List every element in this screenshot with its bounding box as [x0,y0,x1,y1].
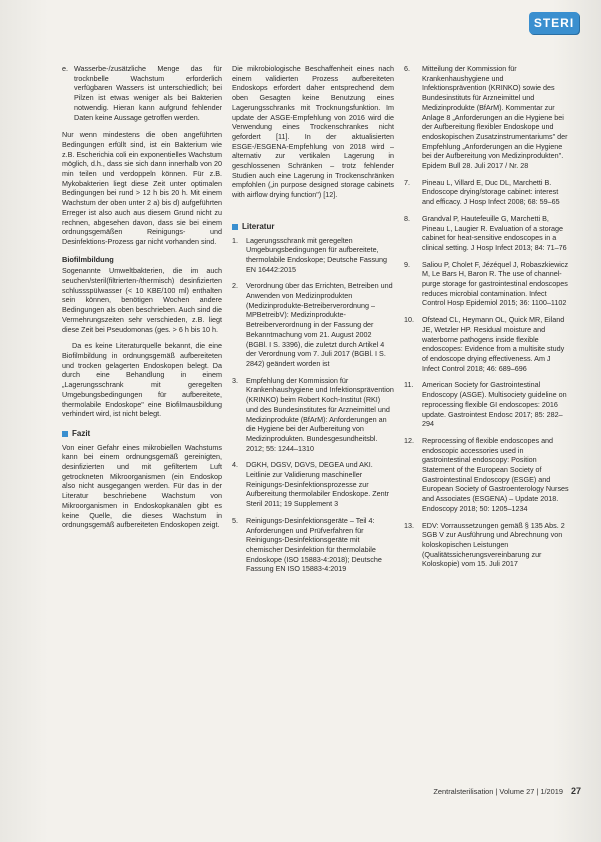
reference-number: 12. [404,435,414,445]
page-number: 27 [570,786,581,796]
reference-text: Mitteilung der Kommission für Krankenhaushygiene und Infektionsprävention (KRINKO) sowie des Bundesinstituts für Arzneimittel und Medizinprodukte (BfArM). Kommentar zur Anlage 8 „Anforderungen an die Hygiene bei der Aufbereitung flexibler Endoskope und endoskopischen Zusatzinstrumentariums" der Empfehlung „Anforderungen an die Hygiene bei der Aufbereitung von Medizinprodukten". Epidem Bull 28. Juli 2017 / Nr. 28 [422,64,568,171]
reference-number: 5. [232,515,238,525]
reference-text: Verordnung über das Errichten, Betreiben und Anwenden von Medizinprodukten (Medizinprodukte-Betreiberverordnung – MPBetreibV): Medizinprodukte-Betreiberverordnung in der Fassung der Bekanntmachung vom 21. August 2002 (BGBl. I S. 3396), die zuletzt durch Artikel 4 der Verordnung vom 7. Juli 2017 (BGBl. I S. 2842) geändert worden ist [246,281,393,368]
reference-text: Grandval P, Hautefeuille G, Marchetti B, Pineau L, Laugier R. Evaluation of a storage cabinet for heat-sensitive endoscopes in a clinical setting. J Hosp Infect 2013; 84: 71–76 [422,213,567,252]
reference-number: 6. [404,64,410,73]
enum-mark: e. [62,64,68,73]
journal-logo [529,12,579,34]
reference-number: 2. [232,281,238,291]
reference-number: 1. [232,235,238,245]
reference-item [404,315,569,373]
reference-item [232,460,394,509]
section-square-icon [62,431,68,437]
reference-item [404,436,569,514]
enum-item-e [62,64,222,122]
section-square-icon [232,224,238,230]
paragraph: Sogenannte Umweltbakterien, die im auch seuchen/steril(filtrierten-/thermisch) desinfizierten schlussspülwasser (< 10 KBE/100 ml) enthalten sein können, benötigen Wochen andere Bedingungen als oben beschrieben. Auch sind die Vermehrungszeiten sehr verschieden, z.B. liegt diese Zeit bei Pseudomonas (ges. > 6 h bis 10 h. [62,266,222,334]
reference-text: American Society for Gastrointestinal Endoscopy (ASGE). Multisociety guideline on reprocessing flexible GI endoscopes: 2016 update. Gastrointest Endosc 2017; 85: 282–294 [422,380,567,429]
reference-text: Reinigungs-Desinfektionsgeräte – Teil 4: Anforderungen und Prüfverfahren für Reinigungs-Desinfektionsgeräte mit chemischer Desinfektion für thermolabile Endoskope (ISO 15883-4:2018); Deutsche Fassung EN ISO 15883-4:2019 [246,515,382,574]
reference-text: EDV: Vorraussetzungen gemäß § 135 Abs. 2 SGB V zur Ausführung und Abrechnung von koloskopischen Leistungen (Qualitätssicherungsvereinbarung zur Koloskopie) vom 15. Juli 2017 [422,520,565,569]
reference-text: Ofstead CL, Heymann OL, Quick MR, Eiland JE, Wetzler HP. Residual moisture and waterborne pathogens inside flexible endoscopes: Evidence from a multisite study of endoscope drying effectiveness. Am J Infect Control 2018; 46: 689–696 [422,315,565,373]
reference-text: Empfehlung der Kommission für Krankenhaushygiene und Infektionsprävention (KRINKO) beim Robert Koch-Institut (RKI) und des Bundesinstitutes für Arzneimittel und Medizinprodukte (BfArM): Anforderungen an die Hygiene bei der Aufbereitung von Medizinprodukten. Bundesgesundheitsbl. 2012; 55: 1244–1310 [246,375,394,453]
section-heading-literatur [232,222,394,232]
reference-text: DGKH, DGSV, DGVS, DEGEA und AKI. Leitlinie zur Validierung maschineller Reinigungs-Desinfektionsprozesse zur Aufbereitung thermolabiler Endoskope. Zentr Steril 2011; 19 Supplement 3 [246,460,390,509]
column-right [404,64,569,774]
reference-item [404,178,569,207]
reference-number: 11. [404,380,414,390]
reference-item [232,281,394,368]
reference-item [404,521,569,570]
paragraph: Die mikrobiologische Beschaffenheit eines nach einem validierten Prozess aufbereiteten Endoskops erfordert daher entsprechend dem oben Gesagten keine Benutzung eines Lagerungsschranks mit Trocknungsfunktion. Im update der ASGE-Empfehlung von 2016 wird die Verwendung eines Trockenschrankes nicht gefordert [11]. In der aktualisierten ESGE-/ESGENA-Empfehlung von 2018 wird – alternativ zur vertikalen Lagerung in geschlossenen Schränken – trotz fehlender Studien auch eine Lagerung in Trockenschränken empfohlen („in purpose designed storage cabinets with airflow drying function") [12]. [232,64,394,200]
reference-item [232,516,394,574]
page-footer [433,786,581,796]
section-heading-fazit [62,429,222,439]
reference-number: 7. [404,177,410,187]
column-middle [232,64,394,774]
enum-text: Wasserbe-/zusätzliche Menge das für trocknbelle Wachstum erforderlich verfügbaren Wassers ist unterschiedlich; bei Pilzen ist etwas weniger als bei Bakterien notwendig. Hieran kann aufgrund fehlender Daten keine Aussage getroffen werden. [74,64,222,122]
reference-item [232,236,394,275]
reference-number: 3. [232,375,238,385]
reference-number: 13. [404,520,414,530]
logo-text: STERI [533,16,575,30]
reference-item [404,380,569,429]
journal-citation: Zentralsterilisation | Volume 27 | 1/2019 [433,787,563,796]
reference-text: Pineau L, Villard E, Duc DL, Marchetti B. Endoscope drying/storage cabinet: interest and efficacy. J Hosp Infect 2008; 68: 59–65 [422,177,560,207]
paragraph: Von einer Gefahr eines mikrobiellen Wachstums kann bei einem ordnungsgemäß gereinigten, desinfizierten und mit gefiltertem Luft getrockneten Mikroorganismen (ein Endoskop also nicht ausgegangen werden. Für das in der Literatur beschriebene Wachstum von Mikroorganismen in Endoskopkanälen gibt es keine Quelle, die dieses Wachstum in ordnungsgemäß aufbereiteten Endoskopen zeigt. [62,442,222,530]
section-heading-text: Fazit [72,428,91,438]
reference-text: Lagerungsschrank mit geregelten Umgebungsbedingungen für aufbereitete, thermolabile Endoskope; Deutsche Fassung EN 16442:2015 [246,235,388,274]
reference-item [404,214,569,253]
reference-number: 8. [404,213,410,223]
reference-number: 9. [404,259,410,269]
reference-text: Reprocessing of flexible endoscopes and endoscopic accessories used in gastrointestinal endoscopy: Position Statement of the European Society of Gastrointestinal Endoscopy (ESGE) and European Society of Gastroenterology Nurses and Associates (ESGENA) – Update 2018. Endoscopy 2018; 50: 1205–1234 [422,435,569,513]
column-left [62,64,222,774]
paragraph: Da es keine Literaturquelle bekannt, die eine Biofilmbildung in ordnungsgemäß aufbereiteten und trocken gelagerten Endoskopen belegt. Da durch eine Behandlung in einem „Lagerungsschrank mit geregelten Umgebungsbedingungen für aufbereitete, thermolabile Endoskope" eine Biofilmausbildung verhindert wird, ist nicht belegt. [62,341,222,419]
paragraph: Nur wenn mindestens die oben angeführten Bedingungen erfüllt sind, ist ein Bakterium wie z.B. Escherichia coli ein exponentielles Wachstum möglich, d.h., dass sie sich dann innerhalb von 20 min teilen und verdoppeln können. Für z.B. Mykobakterien liegt diese Zeit unter optimalen Bedingungen bei rund > 12 h bis 20 h. Mit einem Wachstum der oben unter 2 a) bis d) aufgeführten Erreger ist also auch aus diesem Grund nicht zu rechnen, abgesehen davon, dass sie bei einem ordnungsgemäßen Reinigungs- und Desinfektions-Prozess gar nicht vorhanden sind. [62,130,222,246]
section-heading-text: Literatur [242,221,275,231]
reference-number: 10. [404,315,414,325]
reference-number: 4. [232,460,238,470]
reference-text: Saliou P, Cholet F, Jézéquel J, Robaszkiewicz M, Le Bars H, Baron R. The use of channel-purge storage for gastrointestinal endoscopes reduces microbial contamination. Infect Control Hosp Epidemiol 2015; 36: 1100–1102 [422,259,569,308]
reference-item [404,64,569,171]
subheading-biofilm: Biofilmbildung [62,254,114,264]
reference-item [232,376,394,454]
reference-item [404,260,569,309]
